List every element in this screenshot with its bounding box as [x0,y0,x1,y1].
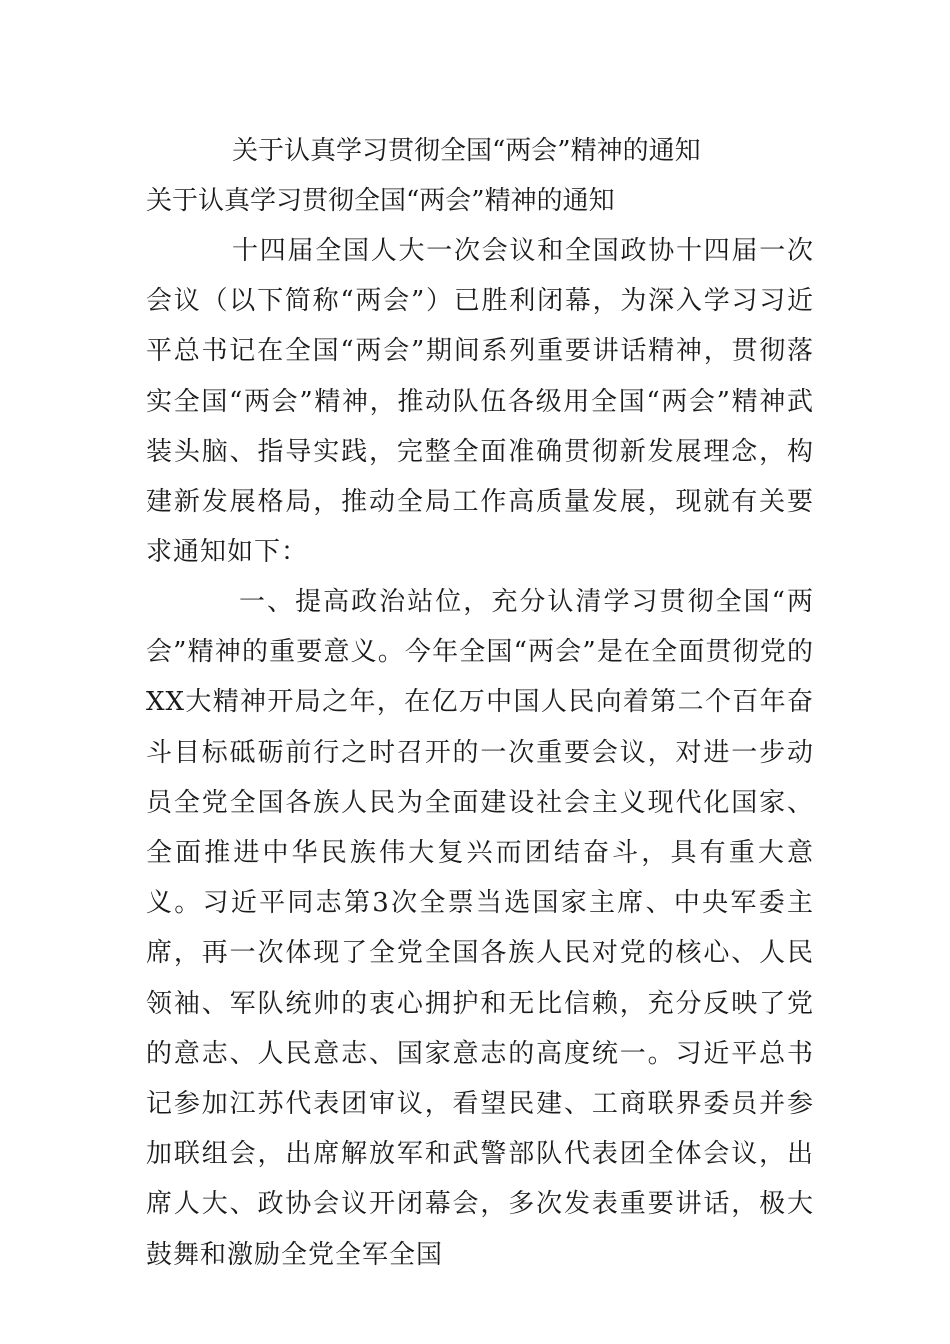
document-subtitle: 关于认真学习贯彻全国“两会”精神的通知 [146,186,615,216]
body-paragraph-intro: 十四届全国人大一次会议和全国政协十四届一次会议（以下简称“两会”）已胜利闭幕，为深入学习习近平总书记在全国“两会”期间系列重要讲话精神，贯彻落实全国“两会”精神，推动队伍各级用全国“两会”精神武装头脑、指导实践，完整全面准确贯彻新发展理念，构建新发展格局，推动全局工作高质量发展，现就有关要求通知如下： [146,236,814,568]
document-title: 关于认真学习贯彻全国“两会”精神的通知 [232,136,701,166]
body-paragraph-section-1: 一、提高政治站位，充分认清学习贯彻全国“两会”精神的重要意义。今年全国“两会”是在全面贯彻党的XX大精神开局之年，在亿万中国人民向着第二个百年奋斗目标砥砺前行之时召开的一次重要会议，对进一步动员全党全国各族人民为全面建设社会主义现代化国家、全面推进中华民族伟大复兴而团结奋斗，具有重大意义。习近平同志第3次全票当选国家主席、中央军委主席，再一次体现了全党全国各族人民对党的核心、人民领袖、军队统帅的衷心拥护和无比信赖，充分反映了党的意志、人民意志、国家意志的高度统一。习近平总书记参加江苏代表团审议，看望民建、工商联界委员并参加联组会，出席解放军和武警部队代表团全体会议，出席人大、政协会议开闭幕会，多次发表重要讲话，极大鼓舞和激励全党全军全国 [146,587,814,1270]
